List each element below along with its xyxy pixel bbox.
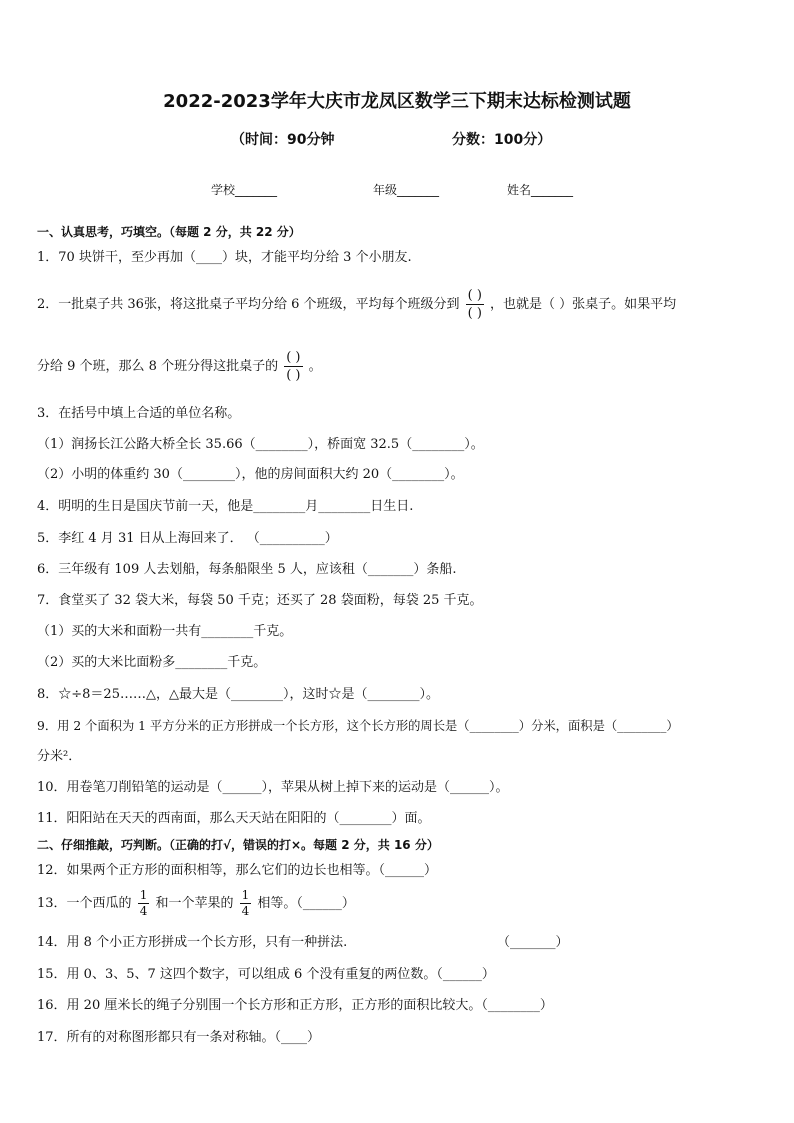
question-9-line-2: 分米²． [37,749,82,764]
question-8: 8．☆÷8＝25……△，△最大是（________），这时☆是（________）。 [37,687,439,702]
question-3-1: （1）润扬长江公路大桥全长 35.66（________），桥面宽 32.5（________）。 [37,437,484,452]
fraction-numerator: ( ) [286,350,301,365]
question-13-text-c: 相等。（______） [257,896,355,911]
question-9-line-1: 9．用 2 个面积为 1 平方分米的正方形拼成一个长方形，这个长方形的周长是（________）分米，面积是（________） [37,719,679,733]
question-2-text-c: 分给 9 个班，那么 8 个班分得这批桌子的 [37,359,279,374]
exam-title: 2022-2023学年大庆市龙凤区数学三下期末达标检测试题 [163,91,631,112]
question-6: 6．三年级有 109 人去划船，每条船限坐 5 人，应该租（_______）条船. [37,562,457,577]
question-7-2: （2）买的大米比面粉多________千克。 [37,655,267,670]
name-field: 姓名_______ [507,183,574,197]
fraction-numerator: 1 [241,888,250,902]
question-2-text-d: 。 [308,359,322,374]
fraction-one-quarter [138,889,150,918]
fraction-numerator: 1 [139,888,148,902]
grade-field: 年级_______ [373,183,440,197]
fraction-blank [284,350,302,383]
question-2-line-2 [37,349,322,385]
fraction-blank [466,288,484,321]
question-12: 12．如果两个正方形的面积相等，那么它们的边长也相等。（______） [37,863,438,878]
question-2-text-a: 2．一批桌子共 36张，将这批桌子平均分给 6 个班级，平均每个班级分到 [37,297,460,312]
question-13-text-b: 和一个苹果的 [155,896,234,911]
question-2-text-b: ，也就是（ ）张桌子。如果平均 [490,297,677,312]
question-7-1: （1）买的大米和面粉一共有________千克。 [37,624,293,639]
fraction-denominator: ( ) [286,368,301,383]
question-13-text-a: 13．一个西瓜的 [37,896,132,911]
exam-score: 分数：100分） [452,132,552,148]
fraction-one-quarter [240,889,252,918]
question-3-2: （2）小明的体重约 30（________），他的房间面积大约 20（________）。 [37,467,464,482]
fraction-denominator: ( ) [467,306,482,321]
question-17: 17．所有的对称图形都只有一条对称轴。（____） [37,1030,321,1045]
exam-time: （时间：90分钟 [231,132,335,148]
question-11: 11．阳阳站在天天的西南面，那么天天站在阳阳的（________）面。 [37,811,431,826]
question-14 [37,934,347,952]
section-2-heading: 二、仔细推敲，巧判断。（正确的打√，错误的打×。每题 2 分，共 16 分） [37,838,439,852]
question-14-text: 14．用 8 个小正方形拼成一个长方形，只有一种拼法. [37,935,348,950]
question-16: 16．用 20 厘米长的绳子分别围一个长方形和正方形，正方形的面积比较大。（________） [37,998,553,1013]
fraction-denominator: 4 [139,904,148,918]
question-5: 5．李红 4 月 31 日从上海回来了． （__________） [37,531,338,546]
question-1: 1．70 块饼干，至少再加（____）块，才能平均分给 3 个小朋友. [37,250,412,265]
school-field: 学校_______ [211,183,278,197]
fraction-denominator: 4 [241,904,250,918]
question-14-answer-blank: （_______） [497,935,569,950]
question-15: 15．用 0、3、5、7 这四个数字，可以组成 6 个没有重复的两位数。（______） [37,967,495,982]
question-2-line-1 [37,287,676,323]
fraction-numerator: ( ) [467,288,482,303]
question-4: 4．明明的生日是国庆节前一天，他是________月________日生日. [37,499,414,514]
question-7: 7．食堂买了 32 袋大米，每袋 50 千克；还买了 28 袋面粉，每袋 25 千克。 [37,593,483,608]
question-13 [37,886,355,922]
question-10: 10．用卷笔刀削铅笔的运动是（______），苹果从树上掉下来的运动是（______）。 [37,780,509,795]
section-1-heading: 一、认真思考，巧填空。（每题 2 分，共 22 分） [37,225,301,239]
question-3: 3．在括号中填上合适的单位名称。 [37,406,241,421]
